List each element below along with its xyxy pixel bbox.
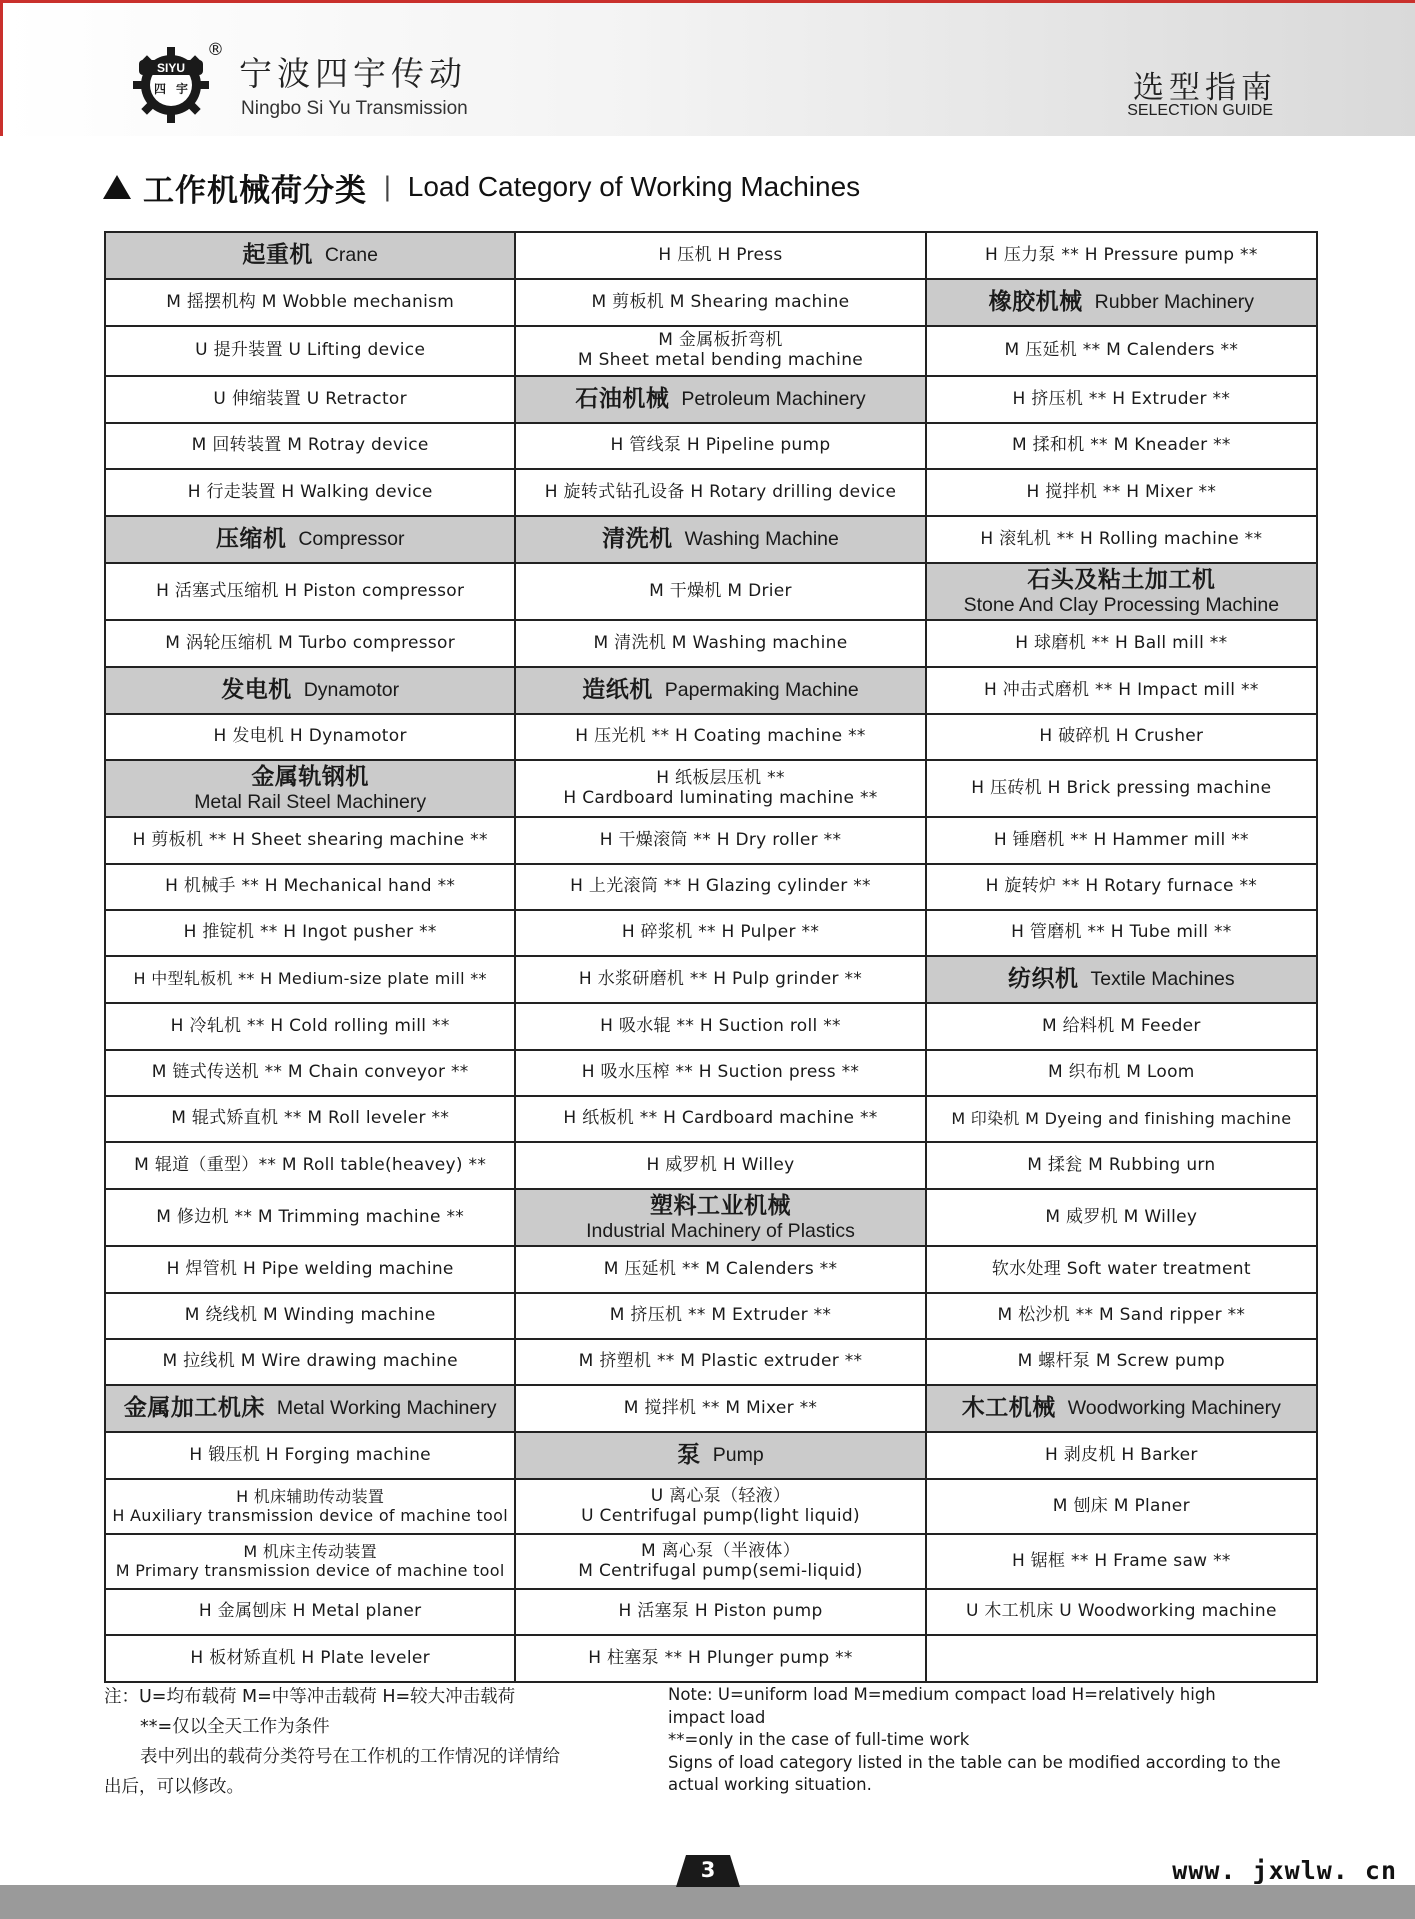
machine-item-cell (106, 957, 516, 1004)
machine-item-cell (927, 233, 1318, 280)
machine-item-cell (927, 1535, 1318, 1590)
machine-item-text: 软水处理 Soft water treatment (991, 1258, 1251, 1279)
selection-guide-cn: 选型指南 (1133, 70, 1277, 106)
machine-item-text: H 破碎机 H Crusher (1039, 726, 1204, 747)
machine-item-cell (106, 424, 516, 470)
machine-item-text: M 给料机 M Feeder (1041, 1015, 1201, 1036)
website-url: www. jxwlw. cn (1172, 1856, 1397, 1885)
load-category-table (104, 231, 1318, 1683)
machine-item-cell (106, 621, 516, 668)
category-name-en: Dynamotor (303, 679, 400, 702)
machine-item-text: M 剪板机 M Shearing machine (591, 291, 850, 312)
machine-item-text: H 吸水辊 ** H Suction roll ** (600, 1015, 841, 1036)
category-name-cn: 发电机 (221, 677, 292, 704)
machine-item-cell (927, 1294, 1318, 1340)
machine-item-text: M 松沙机 ** M Sand ripper ** (997, 1305, 1246, 1326)
title-separator: | (383, 172, 392, 202)
machine-item-cell (106, 377, 516, 424)
page-title-en: Load Category of Working Machines (407, 171, 861, 202)
machine-item-text: M 刨床 M Planer (1052, 1495, 1190, 1516)
machine-item-text: H 锻压机 H Forging machine (189, 1444, 431, 1465)
machine-item-text: M Sheet metal bending machine (577, 350, 864, 370)
machine-item-text: M 涡轮压缩机 M Turbo compressor (165, 632, 456, 653)
category-name-en: Compressor (298, 528, 405, 551)
category-name-en: Crane (324, 244, 378, 267)
machine-item-text: H 上光滚筒 ** H Glazing cylinder ** (570, 876, 871, 897)
machine-item-text: M 机床主传动装置 (243, 1542, 377, 1562)
machine-item-text: H 搅拌机 ** H Mixer ** (1026, 481, 1217, 502)
machine-item-text: H 金属刨床 H Metal planer (198, 1601, 422, 1622)
category-name-cn: 塑料工业机械 (649, 1193, 791, 1220)
machine-item-cell (927, 761, 1318, 818)
triangle-bullet-icon (103, 175, 131, 199)
category-name-en: Pump (712, 1444, 764, 1467)
machine-item-cell (106, 1590, 516, 1636)
logo-text: SIYU (156, 61, 186, 75)
machine-item-text: M Centrifugal pump(semi-liquid) (578, 1560, 863, 1581)
note-en-line: Note: U=uniform load M=medium compact load H=relatively high (668, 1685, 1216, 1704)
machine-item-cell (927, 1097, 1318, 1143)
machine-item-text: H 滚轧机 ** H Rolling machine ** (980, 528, 1263, 549)
machine-item-text: H 水浆研磨机 ** H Pulp grinder ** (578, 968, 863, 989)
machine-item-cell (106, 1190, 516, 1247)
machine-item-text: H 锯框 ** H Frame saw ** (1011, 1550, 1231, 1571)
machine-item-text: H 压力泵 ** H Pressure pump ** (985, 244, 1258, 265)
category-name-cn: 石油机械 (575, 386, 670, 413)
machine-item-text: M 金属板折弯机 (658, 330, 783, 351)
machine-item-text: H 冲击式磨机 ** H Impact mill ** (984, 679, 1259, 700)
machine-item-text: U 提升装置 U Lifting device (195, 340, 426, 361)
machine-item-cell (516, 564, 926, 621)
machine-item-cell (516, 424, 926, 470)
category-name-cn: 纺织机 (1008, 966, 1079, 993)
note-en-line: **=only in the case of full-time work (668, 1730, 970, 1749)
machine-item-cell (927, 668, 1318, 715)
machine-item-cell (516, 621, 926, 668)
machine-item-text: H 柱塞泵 ** H Plunger pump ** (588, 1647, 853, 1668)
footer-bar (0, 1885, 1415, 1919)
machine-item-cell (927, 1480, 1318, 1535)
machine-item-cell (106, 1340, 516, 1386)
machine-item-cell (927, 621, 1318, 668)
machine-item-text: H 压光机 ** H Coating machine ** (575, 726, 866, 747)
machine-item-text: H 冷轧机 ** H Cold rolling mill ** (170, 1015, 450, 1036)
machine-item-text: H 剪板机 ** H Sheet shearing machine ** (132, 829, 488, 850)
machine-item-text: H 管线泵 H Pipeline pump (610, 435, 831, 456)
machine-item-cell (106, 818, 516, 865)
category-header-cell (106, 517, 516, 564)
category-name-cn: 清洗机 (602, 526, 673, 553)
note-cn-line: 注：U=均布载荷 M=中等冲击载荷 H=较大冲击载荷 (104, 1687, 516, 1707)
note-en-line: Signs of load category listed in the table can be modified according to the (668, 1752, 1281, 1772)
machine-item-text: M Primary transmission device of machine tool (115, 1560, 505, 1580)
machine-item-cell (516, 1636, 926, 1683)
category-name-en: Stone And Clay Processing Machine (963, 593, 1280, 616)
machine-item-text: M 印染机 M Dyeing and finishing machine (951, 1108, 1292, 1128)
machine-item-text: H 活塞式压缩机 H Piston compressor (156, 580, 465, 601)
machine-item-text: H 球磨机 ** H Ball mill ** (1015, 632, 1228, 653)
machine-item-text: M 拉线机 M Wire drawing machine (162, 1351, 458, 1372)
machine-item-cell (516, 233, 926, 280)
category-header-cell (106, 233, 516, 280)
category-name-cn: 起重机 (242, 242, 313, 269)
machine-item-text: M 搅拌机 ** M Mixer ** (623, 1397, 818, 1418)
category-header-cell (516, 517, 926, 564)
machine-item-text: H 威罗机 H Willey (646, 1154, 795, 1175)
registered-mark: ® (207, 40, 224, 60)
note-cn-line: 表中列出的载荷分类符号在工作机的工作情况的详情给 (140, 1747, 560, 1767)
machine-item-text: M 织布机 M Loom (1047, 1062, 1195, 1083)
siyu-gear-logo-icon (131, 45, 211, 125)
machine-item-text: M 压延机 ** M Calenders ** (1004, 340, 1239, 361)
page-title-cn: 工作机械荷分类 (143, 172, 367, 209)
machine-item-cell (927, 1004, 1318, 1051)
category-header-cell (516, 668, 926, 715)
logo-char-left: 四 (153, 82, 167, 96)
machine-item-cell (106, 564, 516, 621)
machine-item-text: H 行走装置 H Walking device (187, 481, 433, 502)
machine-item-cell (106, 1636, 516, 1683)
machine-item-text: H Auxiliary transmission device of machine tool (112, 1505, 508, 1525)
category-header-cell (516, 1190, 926, 1247)
machine-item-cell (927, 865, 1318, 911)
machine-item-text: M 干燥机 M Drier (649, 580, 792, 601)
note-cn-line: 出后，可以修改。 (104, 1777, 244, 1797)
category-name-en: Metal Rail Steel Machinery (194, 790, 427, 813)
machine-item-text: H 板材矫直机 H Plate leveler (190, 1647, 430, 1668)
machine-item-text: M 摇摆机构 M Wobble mechanism (166, 291, 455, 312)
machine-item-cell (927, 517, 1318, 564)
notes-cn (104, 1682, 604, 1802)
machine-item-cell (106, 715, 516, 761)
machine-item-text: U 伸缩装置 U Retractor (213, 388, 407, 409)
machine-item-text: M 压延机 ** M Calenders ** (603, 1258, 838, 1279)
category-name-en: Metal Working Machinery (276, 1397, 497, 1420)
machine-item-cell (927, 327, 1318, 377)
machine-item-text: M 清洗机 M Washing machine (593, 632, 848, 653)
machine-item-text: H 干燥滚筒 ** H Dry roller ** (599, 829, 842, 850)
notes-en (668, 1684, 1318, 1797)
machine-item-cell (106, 470, 516, 517)
machine-item-cell (927, 424, 1318, 470)
machine-item-cell (927, 377, 1318, 424)
note-en-line: actual working situation. (668, 1775, 872, 1794)
machine-item-text: H 焊管机 H Pipe welding machine (166, 1258, 454, 1279)
machine-item-text: H 吸水压榨 ** H Suction press ** (581, 1062, 860, 1083)
machine-item-cell (927, 1190, 1318, 1247)
machine-item-text: M 链式传送机 ** M Chain conveyor ** (151, 1062, 469, 1083)
machine-item-cell (106, 1051, 516, 1097)
category-header-cell (927, 957, 1318, 1004)
machine-item-cell (516, 1004, 926, 1051)
machine-item-cell (516, 911, 926, 957)
machine-item-cell (927, 1433, 1318, 1480)
machine-item-text: H 管磨机 ** H Tube mill ** (1011, 922, 1232, 943)
machine-item-text: H 剥皮机 H Barker (1044, 1444, 1198, 1465)
header-red-line (3, 0, 1415, 3)
machine-item-text: H 发电机 H Dynamotor (213, 726, 407, 747)
machine-item-text: U 木工机床 U Woodworking machine (965, 1601, 1277, 1622)
machine-item-text: H 挤压机 ** H Extruder ** (1012, 388, 1231, 409)
machine-item-cell (516, 1340, 926, 1386)
machine-item-text: H 活塞泵 H Piston pump (618, 1601, 823, 1622)
machine-item-text: H 压砖机 H Brick pressing machine (971, 777, 1272, 798)
machine-item-cell (106, 1480, 516, 1535)
machine-item-cell (516, 1386, 926, 1433)
machine-item-cell (516, 1097, 926, 1143)
category-name-en: Rubber Machinery (1094, 291, 1254, 314)
machine-item-text: M 绕线机 M Winding machine (184, 1305, 436, 1326)
load-table-grid (104, 231, 1318, 1683)
machine-item-text: H 中型轧板机 ** H Medium-size plate mill ** (133, 969, 487, 989)
table-column (516, 233, 926, 1683)
table-column (927, 233, 1318, 1683)
category-header-cell (927, 1386, 1318, 1433)
category-name-en: Textile Machines (1090, 968, 1235, 991)
machine-item-text: H Cardboard luminating machine ** (563, 787, 878, 808)
company-name-cn: 宁波四宇传动 (239, 54, 467, 93)
machine-item-cell (927, 1051, 1318, 1097)
category-header-cell (516, 1433, 926, 1480)
page-title (103, 165, 860, 209)
category-name-cn: 石头及粘土加工机 (1027, 567, 1216, 594)
machine-item-text: H 碎浆机 ** H Pulper ** (621, 922, 820, 943)
machine-item-cell (516, 280, 926, 327)
machine-item-cell (106, 327, 516, 377)
machine-item-cell (927, 1247, 1318, 1294)
machine-item-cell (106, 1097, 516, 1143)
machine-item-cell (516, 470, 926, 517)
machine-item-cell (516, 865, 926, 911)
machine-item-text: M 揉和机 ** M Kneader ** (1011, 435, 1231, 456)
machine-item-text: M 揉瓮 M Rubbing urn (1027, 1154, 1216, 1175)
machine-item-text: H 纸板机 ** H Cardboard machine ** (563, 1108, 878, 1129)
machine-item-text: M 挤压机 ** M Extruder ** (609, 1305, 832, 1326)
machine-item-cell (927, 1590, 1318, 1636)
category-header-cell (927, 564, 1318, 621)
category-name-cn: 泵 (677, 1442, 701, 1469)
category-name-en: Petroleum Machinery (681, 388, 866, 411)
machine-item-text: H 机械手 ** H Mechanical hand ** (165, 876, 456, 897)
machine-item-cell (106, 1247, 516, 1294)
machine-item-cell (106, 1143, 516, 1190)
category-name-cn: 木工机械 (961, 1395, 1056, 1422)
machine-item-cell (516, 818, 926, 865)
machine-item-cell (106, 911, 516, 957)
category-header-cell (106, 761, 516, 818)
machine-item-text: M 螺杆泵 M Screw pump (1017, 1351, 1226, 1372)
machine-item-cell (927, 470, 1318, 517)
machine-item-text: H 机床辅助传动装置 (236, 1487, 385, 1507)
category-header-cell (106, 1386, 516, 1433)
page-header (0, 0, 1415, 136)
machine-item-cell (516, 1143, 926, 1190)
machine-item-cell (106, 1004, 516, 1051)
page-number: 3 (700, 1858, 716, 1882)
machine-item-text: M 回转装置 M Rotray device (191, 435, 429, 456)
company-name-en: Ningbo Si Yu Transmission (241, 98, 468, 119)
machine-item-cell (516, 1590, 926, 1636)
logo-char-right: 宇 (175, 82, 189, 96)
machine-item-text: H 旋转炉 ** H Rotary furnace ** (985, 876, 1258, 897)
category-header-cell (106, 668, 516, 715)
machine-item-cell (516, 1247, 926, 1294)
machine-item-text: U Centrifugal pump(light liquid) (581, 1505, 860, 1526)
category-name-en: Washing Machine (684, 528, 839, 551)
machine-item-text: H 旋转式钻孔设备 H Rotary drilling device (544, 481, 897, 502)
machine-item-text: H 纸板层压机 ** (656, 767, 785, 788)
machine-item-cell (516, 1294, 926, 1340)
machine-item-cell (106, 1433, 516, 1480)
machine-item-cell (927, 1143, 1318, 1190)
category-name-cn: 造纸机 (582, 677, 653, 704)
machine-item-cell (927, 715, 1318, 761)
category-name-cn: 橡胶机械 (988, 289, 1083, 316)
selection-guide-en: SELECTION GUIDE (1127, 102, 1273, 119)
machine-item-cell (516, 957, 926, 1004)
machine-item-text: M 修边机 ** M Trimming machine ** (156, 1206, 465, 1227)
machine-item-cell (106, 1294, 516, 1340)
category-header-cell (516, 377, 926, 424)
machine-item-text: M 辊式矫直机 ** M Roll leveler ** (171, 1108, 450, 1129)
machine-item-cell (927, 1340, 1318, 1386)
machine-item-text: M 离心泵（半液体） (640, 1540, 801, 1561)
category-name-cn: 压缩机 (215, 526, 287, 553)
machine-item-cell (927, 818, 1318, 865)
note-cn-line: **=仅以全天工作为条件 (140, 1717, 330, 1737)
machine-item-text: H 压机 H Press (658, 244, 783, 265)
category-name-en: Woodworking Machinery (1067, 1397, 1281, 1420)
machine-item-cell (516, 1051, 926, 1097)
machine-item-cell (516, 1480, 926, 1535)
machine-item-cell (106, 865, 516, 911)
table-column (106, 233, 516, 1683)
category-name-cn: 金属轨钢机 (251, 764, 369, 791)
machine-item-text: M 挤塑机 ** M Plastic extruder ** (578, 1351, 863, 1372)
machine-item-cell (516, 1535, 926, 1590)
category-name-en: Industrial Machinery of Plastics (586, 1219, 855, 1242)
machine-item-cell (106, 1535, 516, 1590)
machine-item-text: M 威罗机 M Willey (1045, 1206, 1198, 1227)
machine-item-cell (516, 761, 926, 818)
machine-item-text: M 辊道（重型）** M Roll table(heavey) ** (134, 1154, 487, 1175)
machine-item-cell (927, 1636, 1318, 1683)
machine-item-cell (927, 911, 1318, 957)
category-name-en: Papermaking Machine (664, 679, 859, 702)
machine-item-cell (516, 715, 926, 761)
machine-item-cell (516, 327, 926, 377)
machine-item-text: H 推锭机 ** H Ingot pusher ** (183, 922, 437, 943)
note-en-line: impact load (668, 1707, 766, 1727)
machine-item-text: U 离心泵（轻液） (650, 1485, 791, 1506)
category-header-cell (927, 280, 1318, 327)
machine-item-text: H 锤磨机 ** H Hammer mill ** (993, 829, 1249, 850)
category-name-cn: 金属加工机床 (123, 1395, 265, 1422)
machine-item-cell (106, 280, 516, 327)
